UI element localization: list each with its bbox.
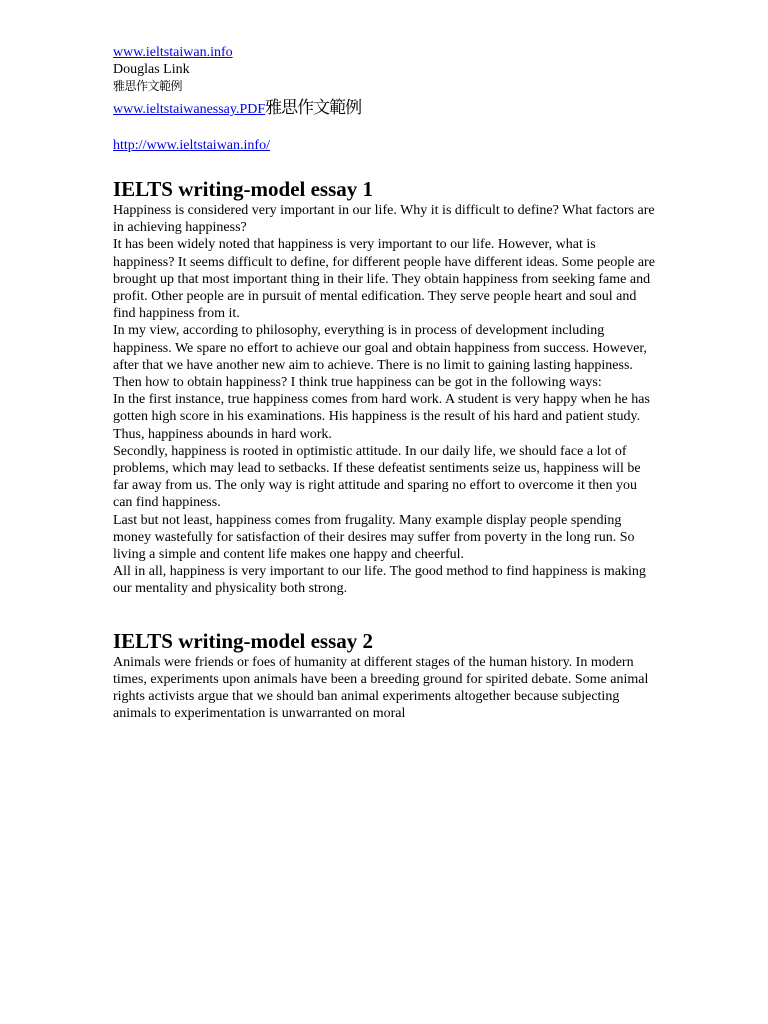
essay1-paragraph: All in all, happiness is very important to our life. The good method to find happiness is making our mentality and physicality both strong. — [113, 564, 646, 597]
pdf-cjk-label: 雅思作文範例 — [265, 98, 362, 118]
home-link[interactable]: http://www.ieltstaiwan.info/ — [113, 138, 270, 153]
essay1-paragraph: Last but not least, happiness comes from frugality. Many example display people spending money wastefully for satisfaction of their desires may suffer from poverty in the long run. So living a simple and content life makes one happy and cheerful. — [113, 512, 635, 563]
essay1-paragraph: In the first instance, true happiness comes from hard work. A student is very happy when he has gotten high score in his examinations. His happiness is the result of his hard and patient study. Thus, happiness abounds in hard work. — [113, 392, 650, 442]
subtitle-cjk: 雅思作文範例 — [113, 79, 183, 93]
essay2-paragraph: Animals were friends or foes of humanity at different stages of the human history. In modern times, experiments upon animals have been a breeding ground for spirited debate. Some animal rights activists argue that we should ban animal experiments altogether because subjecting animals to experimentation is unwarranted on moral — [113, 654, 649, 722]
home-link-line — [113, 137, 656, 154]
author-name: Douglas Link — [113, 62, 190, 77]
essay1-paragraph: In my view, according to philosophy, everything is in process of development including happiness. We spare no effort to achieve our goal and obtain happiness from success. However, after that we have another new aim to achieve. There is no limit to gaining lasting happiness. — [113, 323, 647, 373]
essay1-title: IELTS writing-model essay 1 — [113, 177, 374, 201]
header-block — [113, 44, 656, 61]
pdf-line — [113, 97, 656, 121]
essay1-paragraph: It has been widely noted that happiness is very important to our life. However, what is happiness? It seems difficult to define, for different people have different ideas. Some people are brought up that most important thing in their life. They obtain happiness from seeking fame and profit. Other people are in pursuit of mental edification. They serve people heart and soul and find happiness from it. — [113, 237, 655, 322]
pdf-link[interactable]: www.ieltstaiwanessay.PDF — [113, 102, 266, 117]
essay1-paragraph: Secondly, happiness is rooted in optimistic attitude. In our daily life, we should face a lot of problems, which may lead to setbacks. If these defeatist sentiments seize us, happiness will be far away from us. The only way is right attitude and sparing no effort to overcome it then you can find happiness. — [113, 443, 641, 511]
site-link[interactable]: www.ieltstaiwan.info — [113, 45, 233, 60]
essay2-title: IELTS writing-model essay 2 — [113, 628, 374, 653]
essay1-paragraph: Happiness is considered very important in our life. Why it is difficult to define? What factors are in achieving happiness? — [113, 203, 655, 236]
essay1-paragraph: Then how to obtain happiness? I think true happiness can be got in the following ways: — [113, 375, 602, 391]
